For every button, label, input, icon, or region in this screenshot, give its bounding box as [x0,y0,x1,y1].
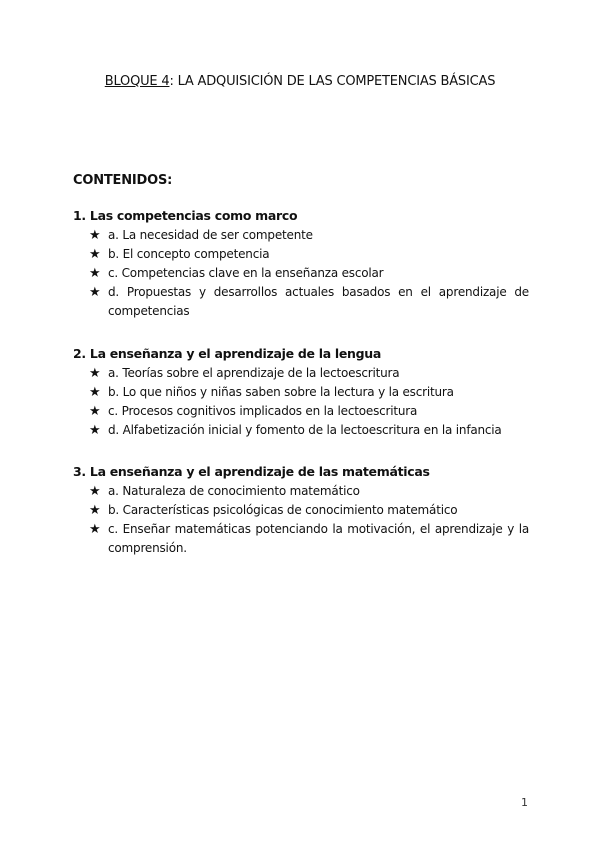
section-3 [73,462,529,558]
list-item-text: c. Competencias clave en la enseñanza escolar [108,266,384,280]
contents-heading: CONTENIDOS: [73,173,173,188]
star-bullet-icon: ★ [89,366,101,381]
list-item [73,264,529,283]
star-bullet-icon: ★ [89,247,101,262]
section-title: 1. Las competencias como marco [73,208,298,223]
list-item [73,421,529,440]
star-bullet-icon: ★ [89,423,101,438]
list-item-text: b. Características psicológicas de conocimiento matemático [108,503,458,517]
list-item-text: c. Enseñar matemáticas potenciando la motivación, el aprendizaje y la comprensión. [108,522,529,555]
list-item [73,245,529,264]
page-number: 1 [521,796,528,809]
list-item-text: c. Procesos cognitivos implicados en la lectoescritura [108,404,418,418]
section-title: 3. La enseñanza y el aprendizaje de las matemáticas [73,464,430,479]
list-item [73,482,529,501]
list-item [73,283,529,321]
star-bullet-icon: ★ [89,484,101,499]
list-item-text: a. Naturaleza de conocimiento matemático [108,484,360,498]
section-2 [73,344,529,440]
star-bullet-icon: ★ [89,228,101,243]
list-item [73,383,529,402]
page-title [0,74,600,89]
star-bullet-icon: ★ [89,503,101,518]
star-bullet-icon: ★ [89,285,101,300]
list-item-text: a. La necesidad de ser competente [108,228,313,242]
list-item [73,402,529,421]
list-item-text: b. El concepto competencia [108,247,270,261]
list-item-text: b. Lo que niños y niñas saben sobre la lectura y la escritura [108,385,454,399]
list-item-text: d. Propuestas y desarrollos actuales basados en el aprendizaje de competencias [108,285,529,318]
title-prefix: BLOQUE 4 [104,74,170,89]
list-item-text: a. Teorías sobre el aprendizaje de la lectoescritura [108,366,400,380]
title-rest: : LA ADQUISICIÓN DE LAS COMPETENCIAS BÁSICAS [169,74,496,89]
star-bullet-icon: ★ [89,522,101,537]
list-item [73,364,529,383]
list-item-text: d. Alfabetización inicial y fomento de la lectoescritura en la infancia [108,423,502,437]
section-1 [73,206,529,321]
section-title: 2. La enseñanza y el aprendizaje de la lengua [73,346,382,361]
list-item [73,520,529,558]
star-bullet-icon: ★ [89,266,101,281]
star-bullet-icon: ★ [89,404,101,419]
list-item [73,226,529,245]
list-item [73,501,529,520]
star-bullet-icon: ★ [89,385,101,400]
